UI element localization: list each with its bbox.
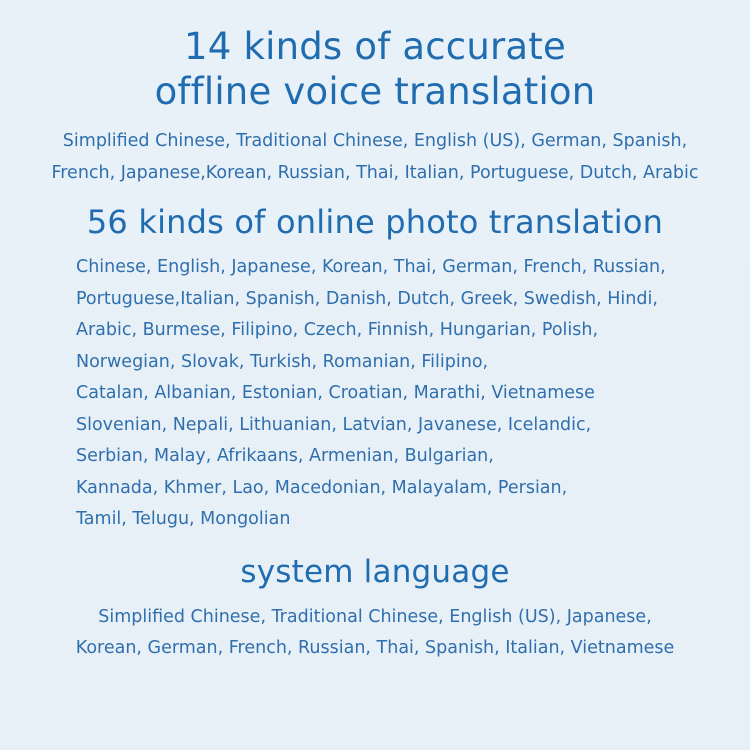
system-language-section (18, 554, 732, 665)
list-item: Slovenian, Nepali, Lithuanian, Latvian, Javanese, Icelandic, (76, 414, 592, 435)
list-item: French, Japanese,Korean, Russian, Thai, Italian, Portuguese, Dutch, Arabic (51, 162, 699, 183)
list-item: Chinese, English, Japanese, Korean, Thai, German, French, Russian, (76, 257, 666, 278)
offline-language-list (51, 126, 698, 189)
system-language-heading: system language (240, 553, 510, 590)
list-item: Simplified Chinese, Traditional Chinese, English (US), Japanese, (98, 606, 652, 627)
offline-heading-line-2: offline voice translation (154, 70, 596, 114)
list-item: Norwegian, Slovak, Turkish, Romanian, Filipino, (76, 351, 489, 372)
list-item: Korean, German, French, Russian, Thai, Spanish, Italian, Vietnamese (75, 638, 675, 659)
list-item: Simplified Chinese, Traditional Chinese, English (US), German, Spanish, (62, 131, 688, 152)
list-item: Kannada, Khmer, Lao, Macedonian, Malayalam, Persian, (76, 477, 568, 498)
list-item: Catalan, Albanian, Estonian, Croatian, Marathi, Vietnamese (76, 383, 595, 404)
offline-voice-translation-section (18, 24, 732, 189)
online-photo-heading: 56 kinds of online photo translation (86, 203, 664, 242)
online-photo-translation-section (18, 203, 732, 536)
list-item: Portuguese,Italian, Spanish, Danish, Dutch, Greek, Swedish, Hindi, (76, 288, 658, 309)
list-item: Serbian, Malay, Afrikaans, Armenian, Bulgarian, (76, 446, 494, 467)
offline-heading-line-1: 14 kinds of accurate (184, 25, 566, 68)
online-photo-language-list (18, 252, 666, 536)
list-item: Tamil, Telugu, Mongolian (76, 509, 291, 530)
list-item: Arabic, Burmese, Filipino, Czech, Finnish, Hungarian, Polish, (76, 320, 599, 341)
system-language-list (76, 602, 675, 665)
